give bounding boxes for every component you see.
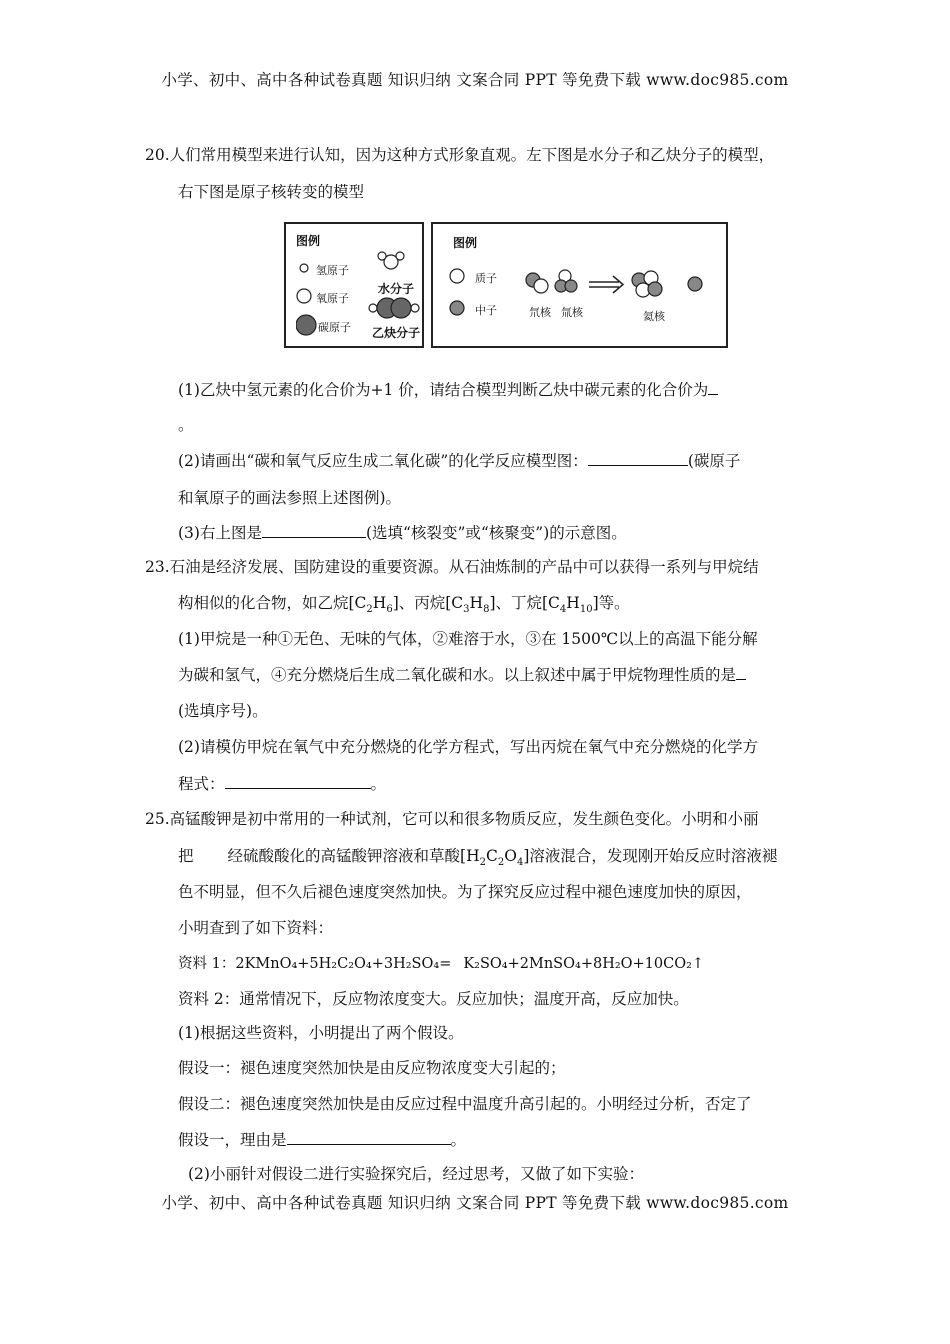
nucleus-legend-box xyxy=(431,222,728,348)
water-label: 水分子 xyxy=(378,282,415,296)
reaction-equation-right: K₂SO₄+2MnSO₄+8H₂O+10CO₂↑ xyxy=(463,956,705,972)
q23-part2-tail: 。 xyxy=(370,775,387,793)
carbon-label: 碳原子 xyxy=(318,321,351,334)
q20-part2-line1 xyxy=(178,451,740,471)
neutron-icon xyxy=(450,301,464,315)
water-molecule-icon xyxy=(376,250,406,276)
deuterium-label: 氘核 xyxy=(529,306,551,319)
right-legend-title: 图例 xyxy=(453,236,478,250)
proton-label: 质子 xyxy=(475,272,497,285)
q25-stem-line2: 把 经硫酸酸化的高锰酸钾溶液和草酸$[H_2C_2O_4]$溶液混合，发现刚开始反应时溶液褪 xyxy=(178,847,778,869)
q20-part1-blank[interactable] xyxy=(708,380,718,395)
helium-label: 氦核 xyxy=(643,310,665,323)
free-neutron-icon xyxy=(688,277,702,291)
left-legend-title: 图例 xyxy=(296,234,321,248)
carbon-atom-icon xyxy=(296,315,316,335)
q23-part1-line2 xyxy=(178,665,746,685)
page-footer: 小学、初中、高中各种试卷真题 知识归纳 文案合同 PPT 等免费下载 www.doc985.com xyxy=(161,1194,789,1212)
proton-icon xyxy=(450,269,464,283)
q23-part1-text: 为碳和氢气，④充分燃烧后生成二氧化碳和水。以上叙述中属于甲烷物理性质的是 xyxy=(178,666,737,684)
q25-reason-blank[interactable] xyxy=(287,1130,451,1145)
particle-symbols xyxy=(447,264,469,324)
q25-stem-line1: 25.高锰酸钾是初中常用的一种试剂，它可以和很多物质反应，发生颜色变化。小明和小丽 xyxy=(145,810,759,828)
q25-info1: 资料 1：2KMnO₄+5H₂C₂O₄+3H₂SO₄= K₂SO₄+2MnSO₄+8H₂O+10CO₂↑ xyxy=(178,956,705,972)
tritium-nucleus-icon xyxy=(555,270,577,292)
oxygen-label: 氧原子 xyxy=(316,292,349,305)
neutron-label: 中子 xyxy=(475,304,497,317)
q20-model-figure xyxy=(284,222,728,348)
q20-part1-text: (1)乙炔中氢元素的化合价为+1 价，请结合模型判断乙炔中碳元素的化合价为 xyxy=(178,381,709,399)
q23-part2-line1: (2)请模仿甲烷在氧气中充分燃烧的化学方程式，写出丙烷在氧气中充分燃烧的化学方 xyxy=(178,738,758,756)
q25-part2: (2)小丽针对假设二进行实验探究后，经过思考，又做了如下实验： xyxy=(188,1165,644,1183)
q25-stem-line3: 色不明显，但不久后褪色速度突然加快。为了探究反应过程中褪色速度加快的原因， xyxy=(178,883,752,901)
deuterium-nucleus-icon xyxy=(526,273,548,293)
q20-part3-text: (3)右上图是 xyxy=(178,524,262,542)
acetylene-label: 乙炔分子 xyxy=(372,326,421,340)
tritium-label: 氚核 xyxy=(561,306,583,319)
q23-part2-line2 xyxy=(178,774,386,794)
q23-part1-line3: (选填序号)。 xyxy=(178,702,268,720)
q25-part1: (1)根据这些资料，小明提出了两个假设。 xyxy=(178,1024,464,1042)
q20-part2-text: (2)请画出“碳和氧气反应生成二氧化碳”的化学反应模型图： xyxy=(178,452,588,470)
hydrogen-label: 氢原子 xyxy=(316,264,349,277)
hydrogen-atom-icon xyxy=(300,264,308,272)
fusion-reaction-diagram xyxy=(523,266,713,312)
q20-stem-line2: 右下图是原子核转变的模型 xyxy=(178,183,365,201)
reaction-equation-left: 2KMnO₄+5H₂C₂O₄+3H₂SO₄= xyxy=(235,956,452,972)
q23-part1-blank[interactable] xyxy=(736,665,746,680)
arrow-icon xyxy=(589,276,623,293)
q23-stem-line2: 构相似的化合物，如乙烷$[C_2H_6]$、丙烷$[C_3H_8]$、丁烷$[C_4H_{10}]$等。 xyxy=(178,594,630,616)
q23-stem-line1: 23.石油是经济发展、国防建设的重要资源。从石油炼制的产品中可以获得一系列与甲烷结 xyxy=(145,558,759,576)
q20-part1-line1 xyxy=(178,380,718,400)
oxygen-atom-icon xyxy=(297,289,311,303)
helium-nucleus-icon xyxy=(632,271,662,297)
q23-part2-blank[interactable] xyxy=(225,774,371,789)
q25-reason-tail: 。 xyxy=(450,1131,467,1149)
q20-part3-tail: (选填“核裂变”或“核聚变”)的示意图。 xyxy=(365,524,627,542)
q20-part3-blank[interactable] xyxy=(262,523,366,538)
q20-stem-line1: 20.人们常用模型来进行认知，因为这种方式形象直观。左下图是水分子和乙炔分子的模型， xyxy=(145,146,775,164)
q25-hypothesis3 xyxy=(178,1130,466,1150)
page-header: 小学、初中、高中各种试卷真题 知识归纳 文案合同 PPT 等免费下载 www.doc985.com xyxy=(161,71,789,89)
q20-part1-line2: 。 xyxy=(178,416,194,434)
q25-reason-text: 假设一，理由是 xyxy=(178,1131,287,1149)
acetylene-molecule-icon xyxy=(368,296,420,320)
q25-info2: 资料 2：通常情况下，反应物浓度变大。反应加快；温度开高，反应加快。 xyxy=(178,990,689,1008)
q20-part2-blank[interactable] xyxy=(588,451,688,466)
q23-part2-text: 程式： xyxy=(178,775,225,793)
q20-part2-line2: 和氧原子的画法参照上述图例)。 xyxy=(178,489,402,507)
q25-stem-line4: 小明查到了如下资料： xyxy=(178,919,334,937)
q20-part3 xyxy=(178,523,627,543)
molecule-legend-box xyxy=(284,222,424,348)
q25-hypothesis1: 假设一：褪色速度突然加快是由反应物浓度变大引起的； xyxy=(178,1059,566,1077)
q23-part1-line1: (1)甲烷是一种①无色、无味的气体，②难溶于水，③在 1500℃以上的高温下能分解 xyxy=(178,630,758,648)
q25-hypothesis2: 假设二：褪色速度突然加快是由反应过程中温度升高引起的。小明经过分析，否定了 xyxy=(178,1095,752,1113)
q20-part2-tail: (碳原子 xyxy=(687,452,741,470)
